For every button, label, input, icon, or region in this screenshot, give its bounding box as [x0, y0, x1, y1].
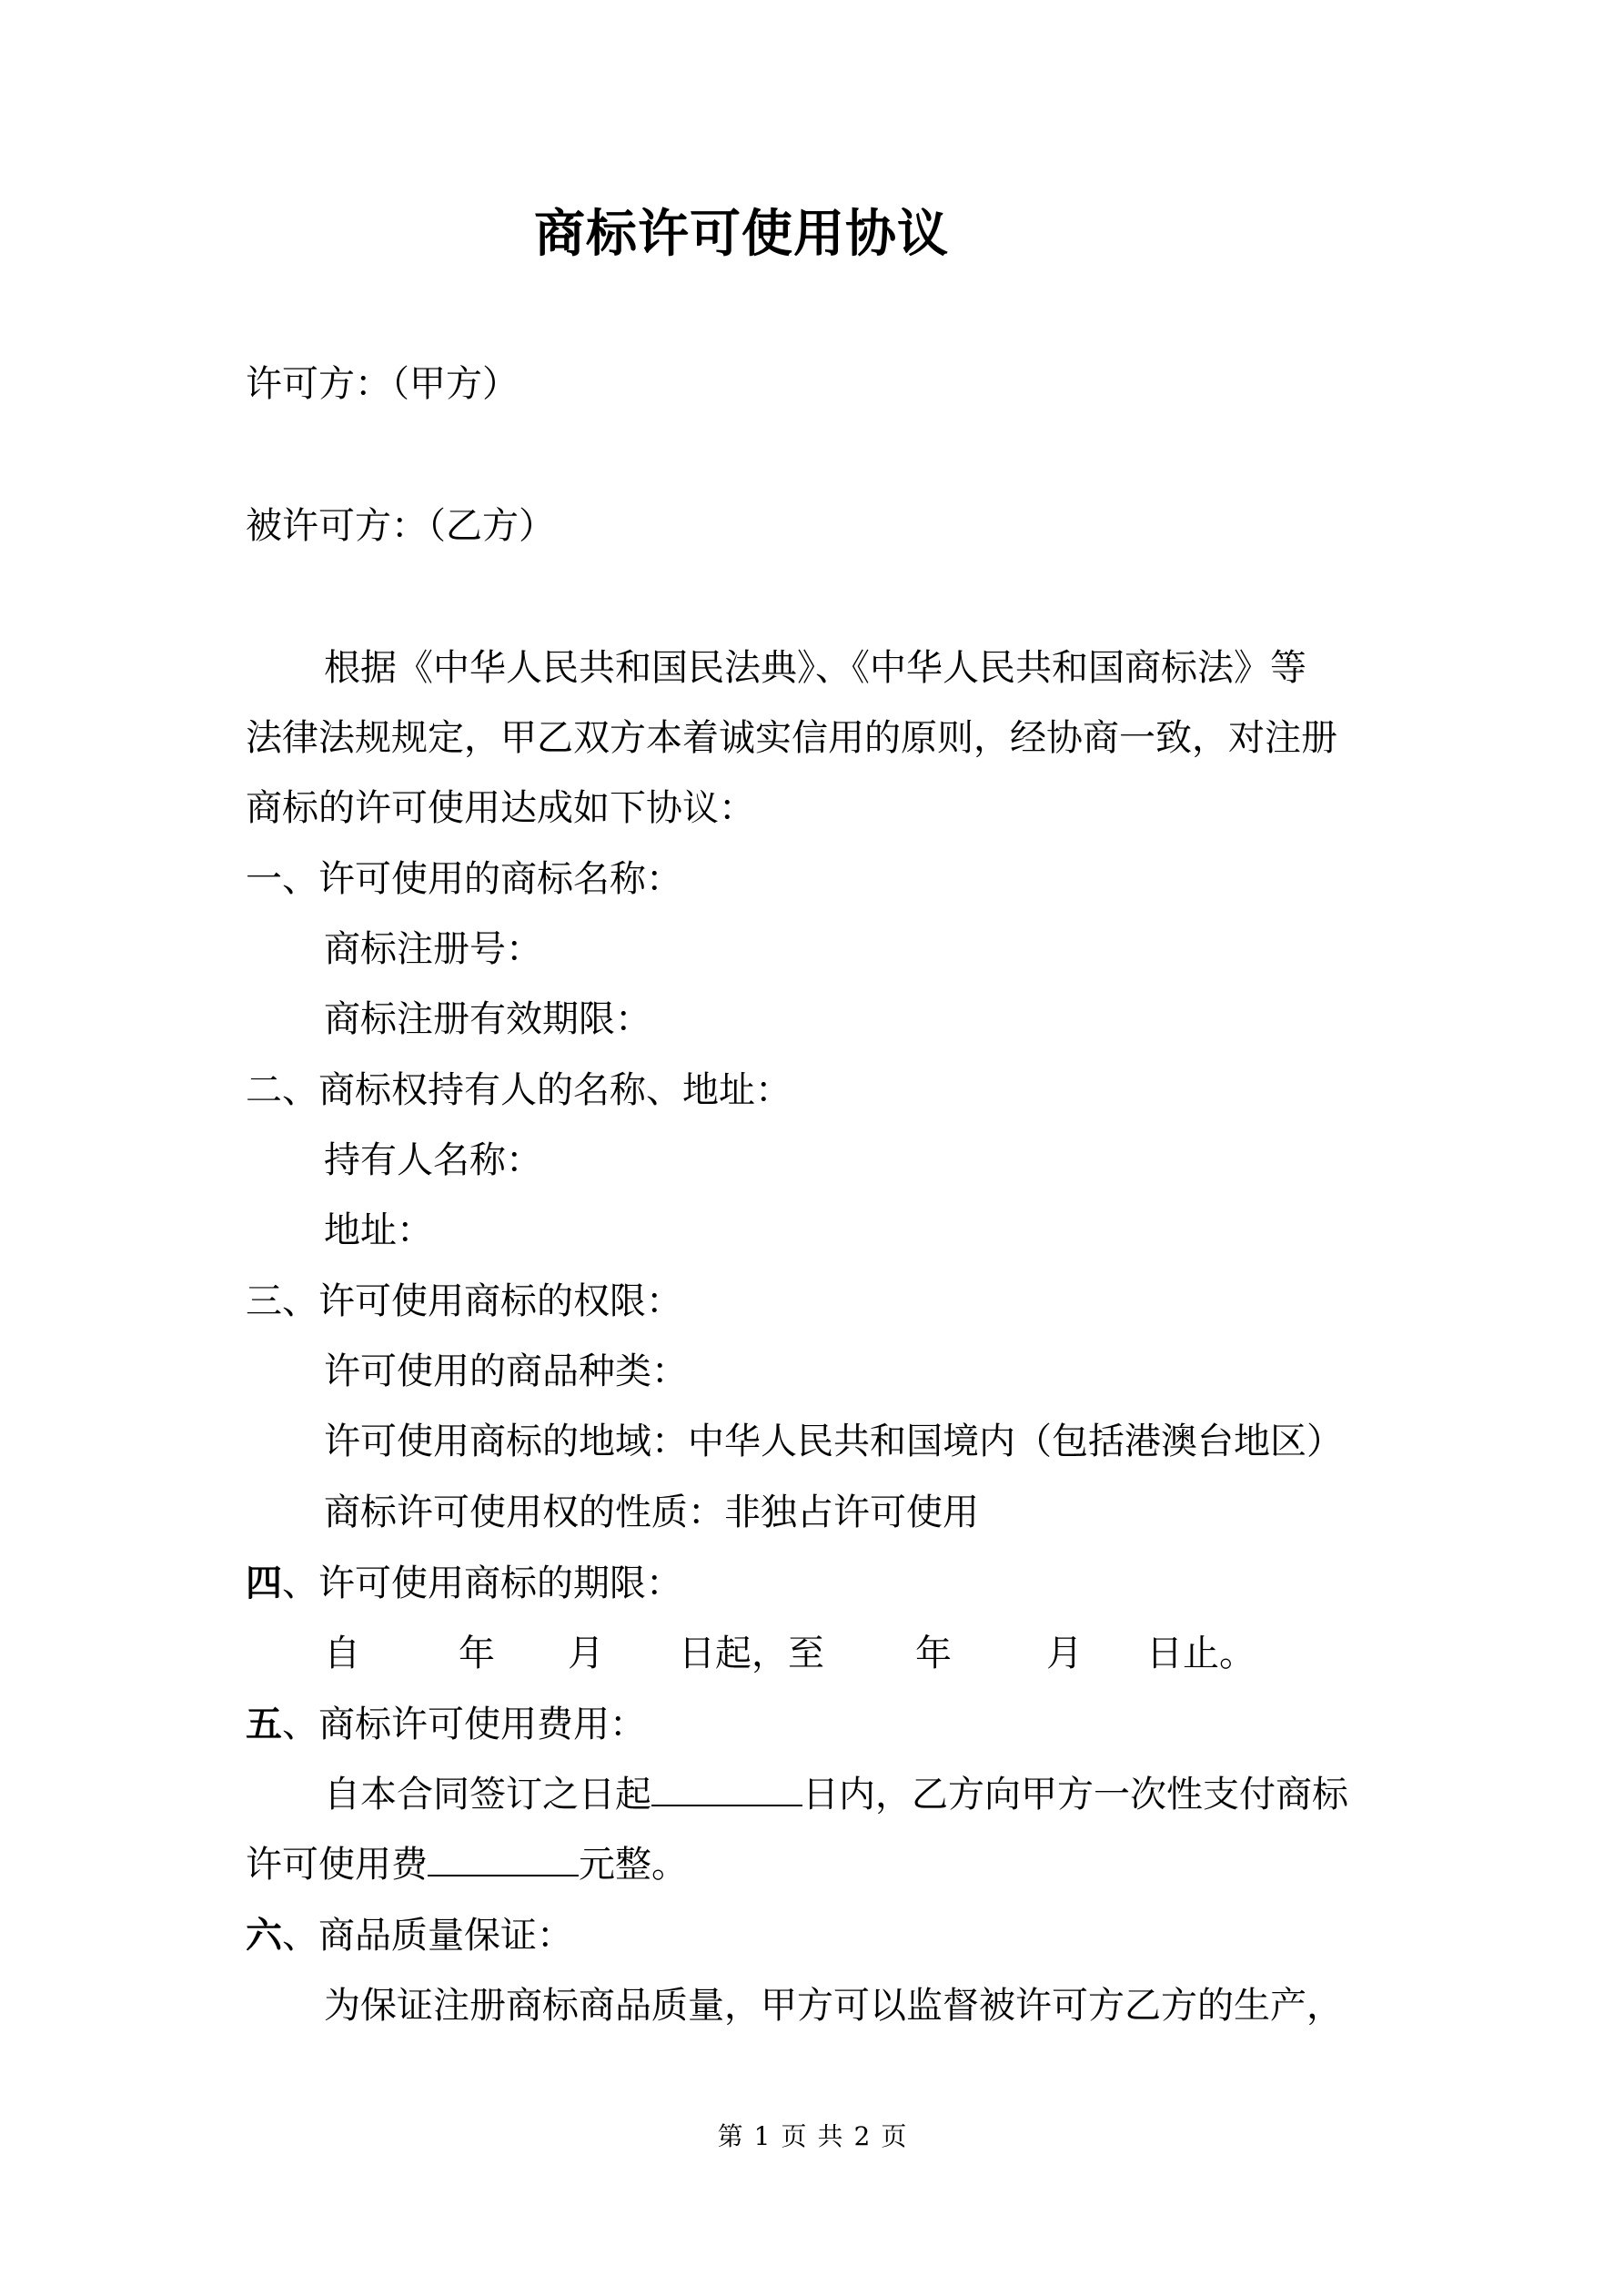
- section-3-item-2: 许可使用商标的地域：中华人民共和国境内（包括港澳台地区）: [324, 1421, 1343, 1462]
- footer-ye-2: 页: [881, 2121, 907, 2151]
- footer-ye-1: 页: [781, 2121, 807, 2151]
- amount-blank[interactable]: [428, 1844, 579, 1876]
- section-2-heading: [246, 1067, 792, 1114]
- section-2-item-2: 地址：: [324, 1209, 433, 1251]
- section-3-item-3: 商标许可使用权的性质：非独占许可使用: [324, 1492, 979, 1533]
- preamble-line-1: 根据《中华人民共和国民法典》、《中华人民共和国商标法》等: [324, 647, 1306, 689]
- section-3-heading: [246, 1278, 682, 1325]
- section-3-title: 、许可使用商标的权限：: [282, 1280, 682, 1322]
- preamble-line-2: 法律法规规定，甲乙双方本着诚实信用的原则，经协商一致，对注册: [246, 717, 1337, 759]
- days-blank[interactable]: [651, 1774, 802, 1806]
- footer-page-number: 1: [753, 2121, 771, 2151]
- section-2-number: 二: [246, 1069, 282, 1111]
- period-year-1: 年: [459, 1633, 495, 1674]
- section-3-number: 三: [246, 1280, 282, 1322]
- section-4-title: 、许可使用商标的期限：: [282, 1563, 682, 1604]
- section-1-item-2: 商标注册有效期限：: [324, 998, 651, 1040]
- footer-gong: 共: [817, 2121, 843, 2151]
- section-5-line-2: [246, 1841, 688, 1888]
- section-5-title: 、商标许可使用费用：: [282, 1704, 646, 1745]
- page-footer: [0, 2120, 1624, 2153]
- fee-days-prefix: 自本合同签订之日起: [324, 1774, 651, 1816]
- licensee-line: 被许可方：（乙方）: [246, 505, 555, 547]
- period-month-2: 月: [1046, 1633, 1083, 1674]
- section-5-line-1: [324, 1771, 1348, 1818]
- period-from: 自: [324, 1633, 360, 1674]
- section-6-heading: [246, 1912, 573, 1959]
- licensor-line: 许可方：（甲方）: [246, 363, 519, 405]
- section-1-item-1: 商标注册号：: [324, 928, 542, 970]
- fee-days-suffix: 日内，乙方向甲方一次性支付商标: [802, 1774, 1348, 1816]
- section-1-heading: [246, 855, 682, 903]
- section-6-title: 、商品质量保证：: [282, 1915, 573, 1957]
- section-3-item-1: 许可使用的商品种类：: [324, 1350, 688, 1392]
- section-2-item-1: 持有人名称：: [324, 1139, 542, 1181]
- section-2-title: 、商标权持有人的名称、地址：: [282, 1069, 792, 1111]
- section-1-title: 、许可使用的商标名称：: [282, 858, 682, 900]
- section-4-heading: [246, 1560, 682, 1607]
- section-4-number: 四: [246, 1562, 282, 1604]
- period-day-start: 日起，至: [679, 1633, 824, 1674]
- period-month-1: 月: [568, 1633, 604, 1674]
- footer-di: 第: [717, 2121, 743, 2151]
- period-day-end: 日止。: [1146, 1633, 1256, 1674]
- document-title: 商标许可使用协议: [534, 204, 949, 264]
- footer-total-pages: 2: [853, 2121, 871, 2151]
- period-year-2: 年: [915, 1633, 952, 1674]
- section-6-line-1: 为保证注册商标商品质量，甲方可以监督被许可方乙方的生产，: [324, 1985, 1343, 2027]
- preamble-line-3: 商标的许可使用达成如下协议：: [246, 787, 755, 829]
- section-5-heading: [246, 1701, 646, 1748]
- section-1-number: 一: [246, 858, 282, 900]
- fee-amount-suffix: 元整。: [579, 1844, 688, 1886]
- section-4-period-line: [324, 1630, 1256, 1677]
- section-5-number: 五: [246, 1703, 282, 1745]
- section-6-number: 六: [246, 1914, 282, 1957]
- fee-amount-prefix: 许可使用费: [246, 1844, 428, 1886]
